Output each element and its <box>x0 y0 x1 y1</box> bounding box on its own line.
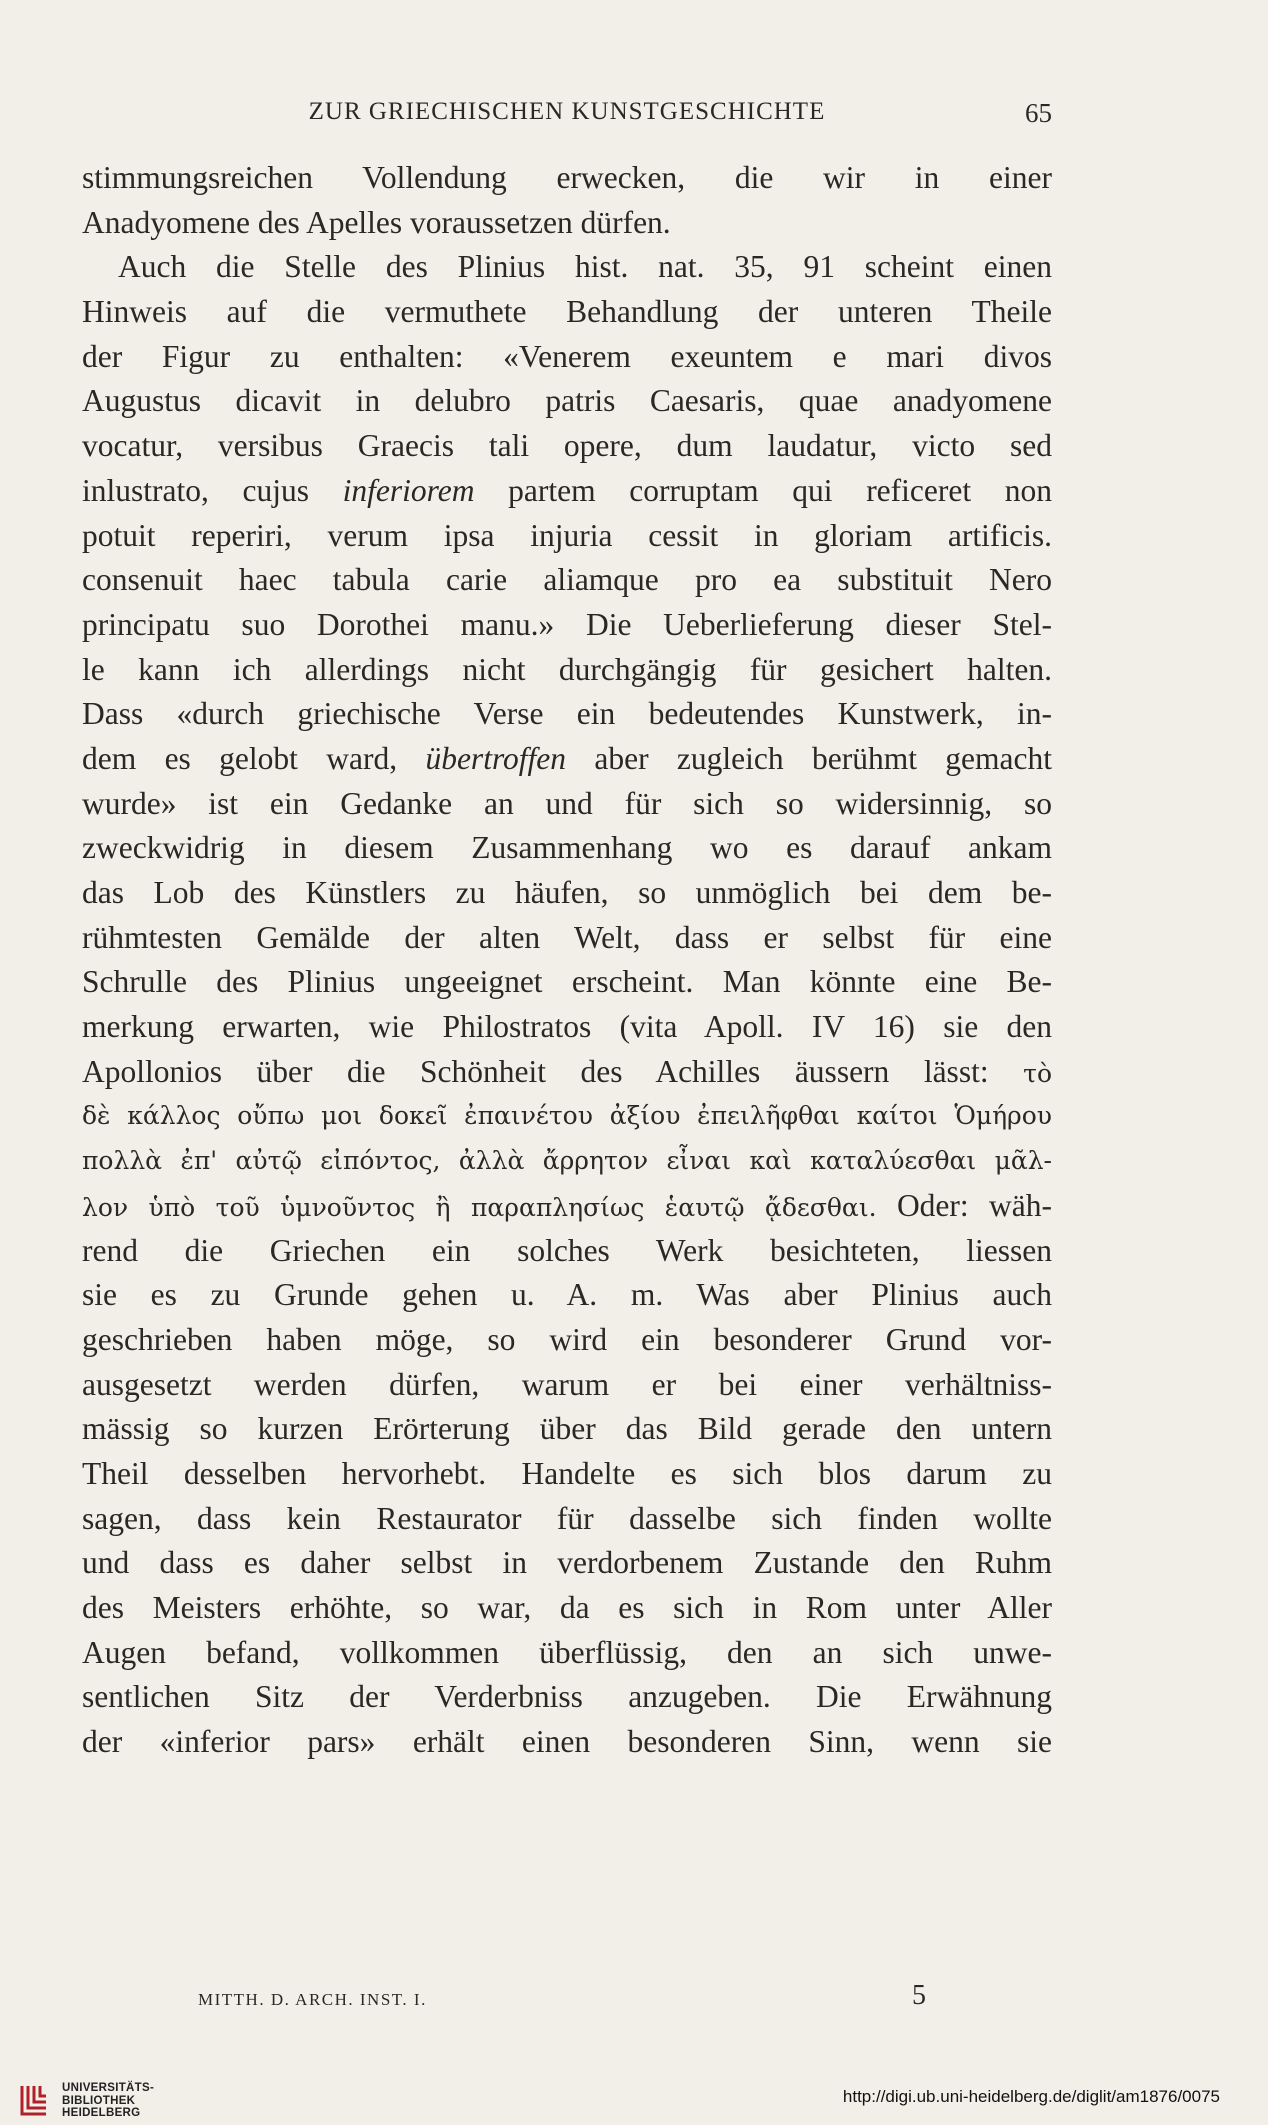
greek-line: πολλὰ ἐπ' αὐτῷ εἰπόντος, ἀλλὰ ἄρρητον εἶναι καὶ καταλύεσθαι μᾶλ- <box>82 1146 1052 1176</box>
greek-segment: λον ὑπὸ τοῦ ὑμνοῦντος ἢ παραπλησίως ἑαυτῷ ᾄδεσθαι. <box>82 1192 877 1222</box>
running-title: ZUR GRIECHISCHEN KUNSTGESCHICHTE <box>308 98 826 125</box>
text-line: consenuit haec tabula carie aliamque pro ea substituit Nero <box>82 562 1052 598</box>
text-line: Schrulle des Plinius ungeeignet erscheint. Man könnte eine Be- <box>82 964 1052 1000</box>
source-url-link[interactable]: http://digi.ub.uni-heidelberg.de/diglit/am1876/0075 <box>842 2087 1220 2106</box>
text-line: sagen, dass kein Restaurator für dasselbe sich finden wollte <box>82 1500 1052 1536</box>
text-segment: Oder: wäh- <box>876 1187 1052 1223</box>
text-line: Augen befand, vollkommen überflüssig, den an sich unwe- <box>82 1634 1052 1670</box>
text-line <box>82 469 1052 514</box>
text-line: principatu suo Dorothei manu.» Die Ueberlieferung dieser Stel- <box>82 606 1052 642</box>
text-line: rühmtesten Gemälde der alten Welt, dass er selbst für eine <box>82 919 1052 955</box>
text-line: vocatur, versibus Graecis tali opere, dum laudatur, victo sed <box>82 428 1052 464</box>
page-header <box>82 92 1052 132</box>
text-line: merkung erwarten, wie Philostratos (vita Apoll. IV 16) sie den <box>82 1009 1052 1045</box>
text-line <box>82 1184 1052 1229</box>
signature-mark: 5 <box>912 1980 926 2011</box>
italic-word: übertroffen <box>425 740 567 776</box>
greek-line: δὲ κάλλος οὔπω μοι δοκεῖ ἐπαινέτου ἀξίου ἐπειλῆφθαι καίτοι Ὁμήρου <box>82 1101 1052 1131</box>
text-line: ausgesetzt werden dürfen, warum er bei einer verhältniss- <box>82 1366 1052 1402</box>
text-line: potuit reperiri, verum ipsa injuria cessit in gloriam artificis. <box>82 517 1052 553</box>
library-name-line: BIBLIOTHEK <box>62 2094 136 2107</box>
greek-word: τὸ <box>1023 1058 1052 1088</box>
text-line: Auch die Stelle des Plinius hist. nat. 35, 91 scheint einen <box>118 249 1052 285</box>
page-number: 65 <box>1025 98 1052 128</box>
body-text <box>82 156 1052 1765</box>
text-line: rend die Griechen ein solches Werk besichteten, liessen <box>82 1232 1052 1268</box>
text-line: Augustus dicavit in delubro patris Caesaris, quae anadyomene <box>82 383 1052 419</box>
text-line: wurde» ist ein Gedanke an und für sich so widersinnig, so <box>82 785 1052 821</box>
text-segment: Apollonios über die Schönheit des Achilles äussern lässt: <box>82 1053 1024 1089</box>
text-line: stimmungsreichen Vollendung erwecken, die wir in einer <box>82 160 1052 195</box>
text-line: Hinweis auf die vermuthete Behandlung der unteren Theile <box>82 294 1052 330</box>
text-line: des Meisters erhöhte, so war, da es sich in Rom unter Aller <box>82 1590 1052 1625</box>
text-line: Theil desselben hervorhebt. Handelte es sich blos darum zu <box>82 1455 1052 1491</box>
text-line: das Lob des Künstlers zu häufen, so unmöglich bei dem be- <box>82 875 1052 910</box>
library-name-line: UNIVERSITÄTS- <box>62 2082 155 2094</box>
signature-line: MITTH. D. ARCH. INST. I. <box>198 1990 427 2009</box>
text-line: sentlichen Sitz der Verderbniss anzugeben. Die Erwähnung <box>82 1679 1052 1715</box>
text-line <box>82 1050 1052 1095</box>
library-name-line: HEIDELBERG <box>62 2107 141 2119</box>
text-line: geschrieben haben möge, so wird ein besonderer Grund vor- <box>82 1321 1052 1357</box>
library-name <box>62 2082 154 2120</box>
text-segment: inlustrato, cujus <box>82 472 343 508</box>
text-line: zweckwidrig in diesem Zusammenhang wo es darauf ankam <box>82 830 1052 866</box>
text-line: Dass «durch griechische Verse ein bedeutendes Kunstwerk, in- <box>82 696 1052 732</box>
library-logo-icon <box>16 2080 54 2120</box>
text-line: Anadyomene des Apelles voraussetzen dürfen. <box>82 204 671 240</box>
text-segment: aber zugleich berühmt gemacht <box>566 740 1052 776</box>
text-line: mässig so kurzen Erörterung über das Bild gerade den untern <box>82 1411 1052 1447</box>
library-logo <box>16 2080 206 2120</box>
text-line: der Figur zu enthalten: «Venerem exeuntem e mari divos <box>82 338 1052 374</box>
text-line: le kann ich allerdings nicht durchgängig für gesichert halten. <box>82 651 1052 687</box>
text-segment: partem corruptam qui reficeret non <box>474 472 1052 508</box>
text-line <box>82 737 1052 782</box>
text-segment: dem es gelobt ward, <box>82 740 426 776</box>
text-line: sie es zu Grunde gehen u. A. m. Was aber Plinius auch <box>82 1277 1052 1313</box>
text-line: und dass es daher selbst in verdorbenem Zustande den Ruhm <box>82 1545 1052 1581</box>
text-line: der «inferior pars» erhält einen besonderen Sinn, wenn sie <box>82 1724 1052 1760</box>
italic-word: inferiorem <box>342 472 475 508</box>
